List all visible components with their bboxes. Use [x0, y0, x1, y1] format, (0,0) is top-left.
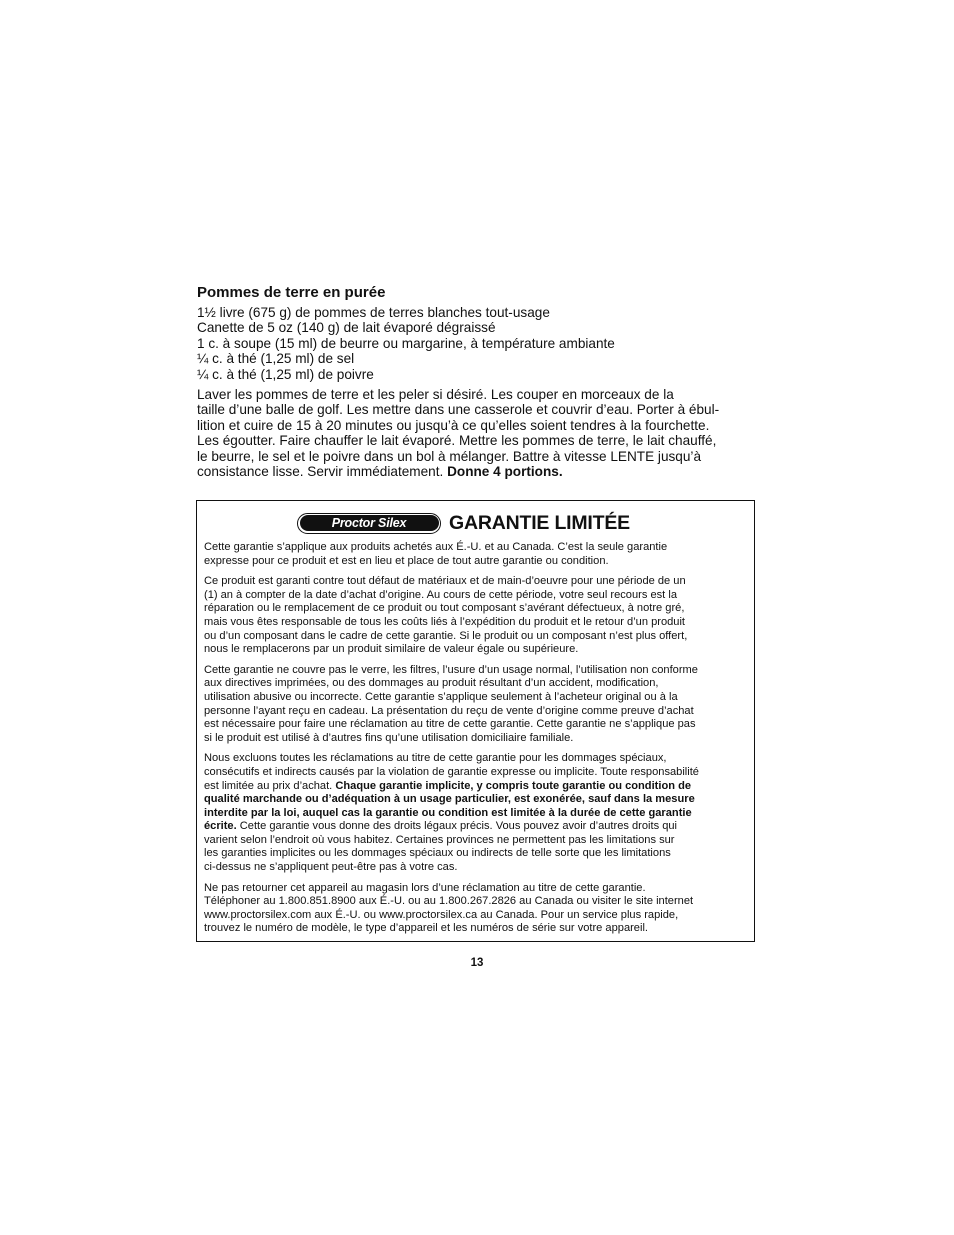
- warranty-line: (1) an à compter de la date d’achat d’origine. Au cours de cette période, votre seul recours est la: [204, 588, 677, 601]
- warranty-line: [204, 820, 752, 834]
- warranty-line: Nous excluons toutes les réclamations au titre de cette garantie pour les dommages spéciaux,: [204, 752, 667, 765]
- recipe-title: Pommes de terre en purée: [197, 284, 386, 301]
- warranty-line: Téléphoner au 1.800.851.8900 aux É.-U. ou au 1.800.267.2826 au Canada ou visiter le site internet: [204, 895, 694, 908]
- method-line: Les égoutter. Faire chauffer le lait évaporé. Mettre les pommes de terre, le lait chauffé,: [197, 433, 717, 449]
- recipe-method: [197, 387, 762, 479]
- warranty-paragraph-exclusions: [204, 664, 752, 746]
- recipe-section: [197, 284, 762, 479]
- ingredient-item: Canette de 5 oz (140 g) de lait évaporé dégraissé: [197, 320, 496, 336]
- warranty-title: GARANTIE LIMITÉE: [449, 511, 630, 534]
- warranty-line: ci-dessus ne s’appliquent peut-être pas à votre cas.: [204, 861, 458, 874]
- servings: Donne 4 portions.: [447, 464, 563, 480]
- warranty-paragraph-scope: [204, 541, 752, 568]
- warranty-line: Ce produit est garanti contre tout défaut de matériaux et de main-d’oeuvre pour une période de un: [204, 575, 686, 588]
- method-line: lition et cuire de 15 à 20 minutes ou jusqu’à ce qu’elles soient tendres à la fourchette.: [197, 417, 710, 433]
- warranty-paragraph-contact: [204, 882, 752, 936]
- warranty-text-normal: Cette garantie vous donne des droits légaux précis. Vous pouvez avoir d’autres droits qui: [239, 820, 678, 833]
- warranty-text: [204, 541, 752, 943]
- method-last-text: consistance lisse. Servir immédiatement.: [197, 464, 444, 480]
- warranty-line: mais vous êtes responsable de tous les coûts liés à l’expédition du produit et le retour d’un produit: [204, 615, 686, 628]
- warranty-line: si le produit est utilisé à d’autres fins qu’une utilisation domiciliaire familiale.: [204, 731, 574, 744]
- warranty-line: Ne pas retourner cet appareil au magasin lors d’une réclamation au titre de cette garantie.: [204, 881, 646, 894]
- warranty-line: réparation ou le remplacement de ce produit ou tout composant s’avérant défectueux, à notre gré,: [204, 602, 685, 615]
- method-line: taille d’une balle de golf. Les mettre dans une casserole et couvrir d’eau. Porter à ébul-: [197, 402, 720, 418]
- warranty-box: [196, 500, 755, 942]
- warranty-line: www.proctorsilex.com aux É.-U. ou www.proctorsilex.ca au Canada. Pour un service plus rapide,: [204, 908, 679, 921]
- warranty-line: consécutifs et indirects causés par la violation de garantie expresse ou implicite. Toute responsabilité: [204, 765, 699, 778]
- warranty-line-bold: interdite par la loi, auquel cas la garantie ou condition est limitée à la durée de cette garantie: [204, 806, 692, 819]
- warranty-line: Cette garantie ne couvre pas le verre, les filtres, l’usure d’un usage normal, l’utilisation non conforme: [204, 663, 698, 676]
- warranty-line: varient selon l’endroit où vous habitez. Certaines provinces ne permettent pas les limitations sur: [204, 833, 675, 846]
- ingredient-item: ¼ c. à thé (1,25 ml) de sel: [197, 351, 355, 367]
- warranty-line: utilisation abusive ou incorrecte. Cette garantie s’applique seulement à l’acheteur original ou à la: [204, 690, 678, 703]
- warranty-text-normal: est limitée au prix d’achat.: [204, 779, 333, 792]
- warranty-line: Cette garantie s’applique aux produits achetés aux É.-U. et au Canada. C’est la seule garantie: [204, 541, 668, 553]
- method-line: Laver les pommes de terre et les peler si désiré. Les couper en morceaux de la: [197, 387, 674, 403]
- warranty-header: [297, 510, 630, 536]
- warranty-line: est nécessaire pour faire une réclamation au titre de cette garantie. Cette garantie ne s’applique pas: [204, 718, 696, 731]
- ingredient-item: 1½ livre (675 g) de pommes de terres blanches tout-usage: [197, 305, 550, 320]
- warranty-line: personne l’ayant reçu en cadeau. La présentation du reçu de vente d’origine comme preuve d’achat: [204, 704, 694, 717]
- ingredient-item: 1 c. à soupe (15 ml) de beurre ou margarine, à température ambiante: [197, 335, 615, 351]
- warranty-line: ou d’un composant dans le cadre de cette garantie. Si le produit ou un composant n’est plus offert,: [204, 629, 688, 642]
- warranty-line-bold: qualité marchande ou d’adéquation à un usage particulier, est exonérée, sauf dans la mesure: [204, 793, 695, 806]
- ingredient-list: [197, 305, 762, 382]
- warranty-text-bold: Chaque garantie implicite, y compris toute garantie ou condition de: [335, 779, 692, 792]
- ingredient-item: ¼ c. à thé (1,25 ml) de poivre: [197, 366, 374, 382]
- method-line: le beurre, le sel et le poivre dans un bol à mélanger. Battre à vitesse LENTE jusqu’à: [197, 448, 702, 464]
- warranty-line: nous le remplacerons par un produit similaire de valeur égale ou supérieure.: [204, 643, 579, 656]
- warranty-paragraph-coverage: [204, 575, 752, 657]
- page-number: 13: [470, 957, 484, 969]
- method-line-last: [197, 464, 762, 479]
- warranty-line: les garanties implicites ou les dommages spéciaux ou indirects de telle sorte que les limitations: [204, 847, 671, 860]
- warranty-line: trouvez le numéro de modèle, le type d’appareil et les numéros de série sur votre appareil.: [204, 922, 648, 935]
- warranty-paragraph-liability: [204, 752, 752, 874]
- brand-logo-text: Proctor Silex: [300, 515, 439, 531]
- warranty-line: [204, 780, 752, 794]
- warranty-line: aux directives imprimées, ou des dommages au produit résultant d’un accident, modification,: [204, 677, 659, 690]
- warranty-text-bold: écrite.: [204, 820, 237, 833]
- brand-logo: [297, 513, 441, 534]
- warranty-line: expresse pour ce produit et est en lieu et place de tout autre garantie ou condition.: [204, 554, 609, 567]
